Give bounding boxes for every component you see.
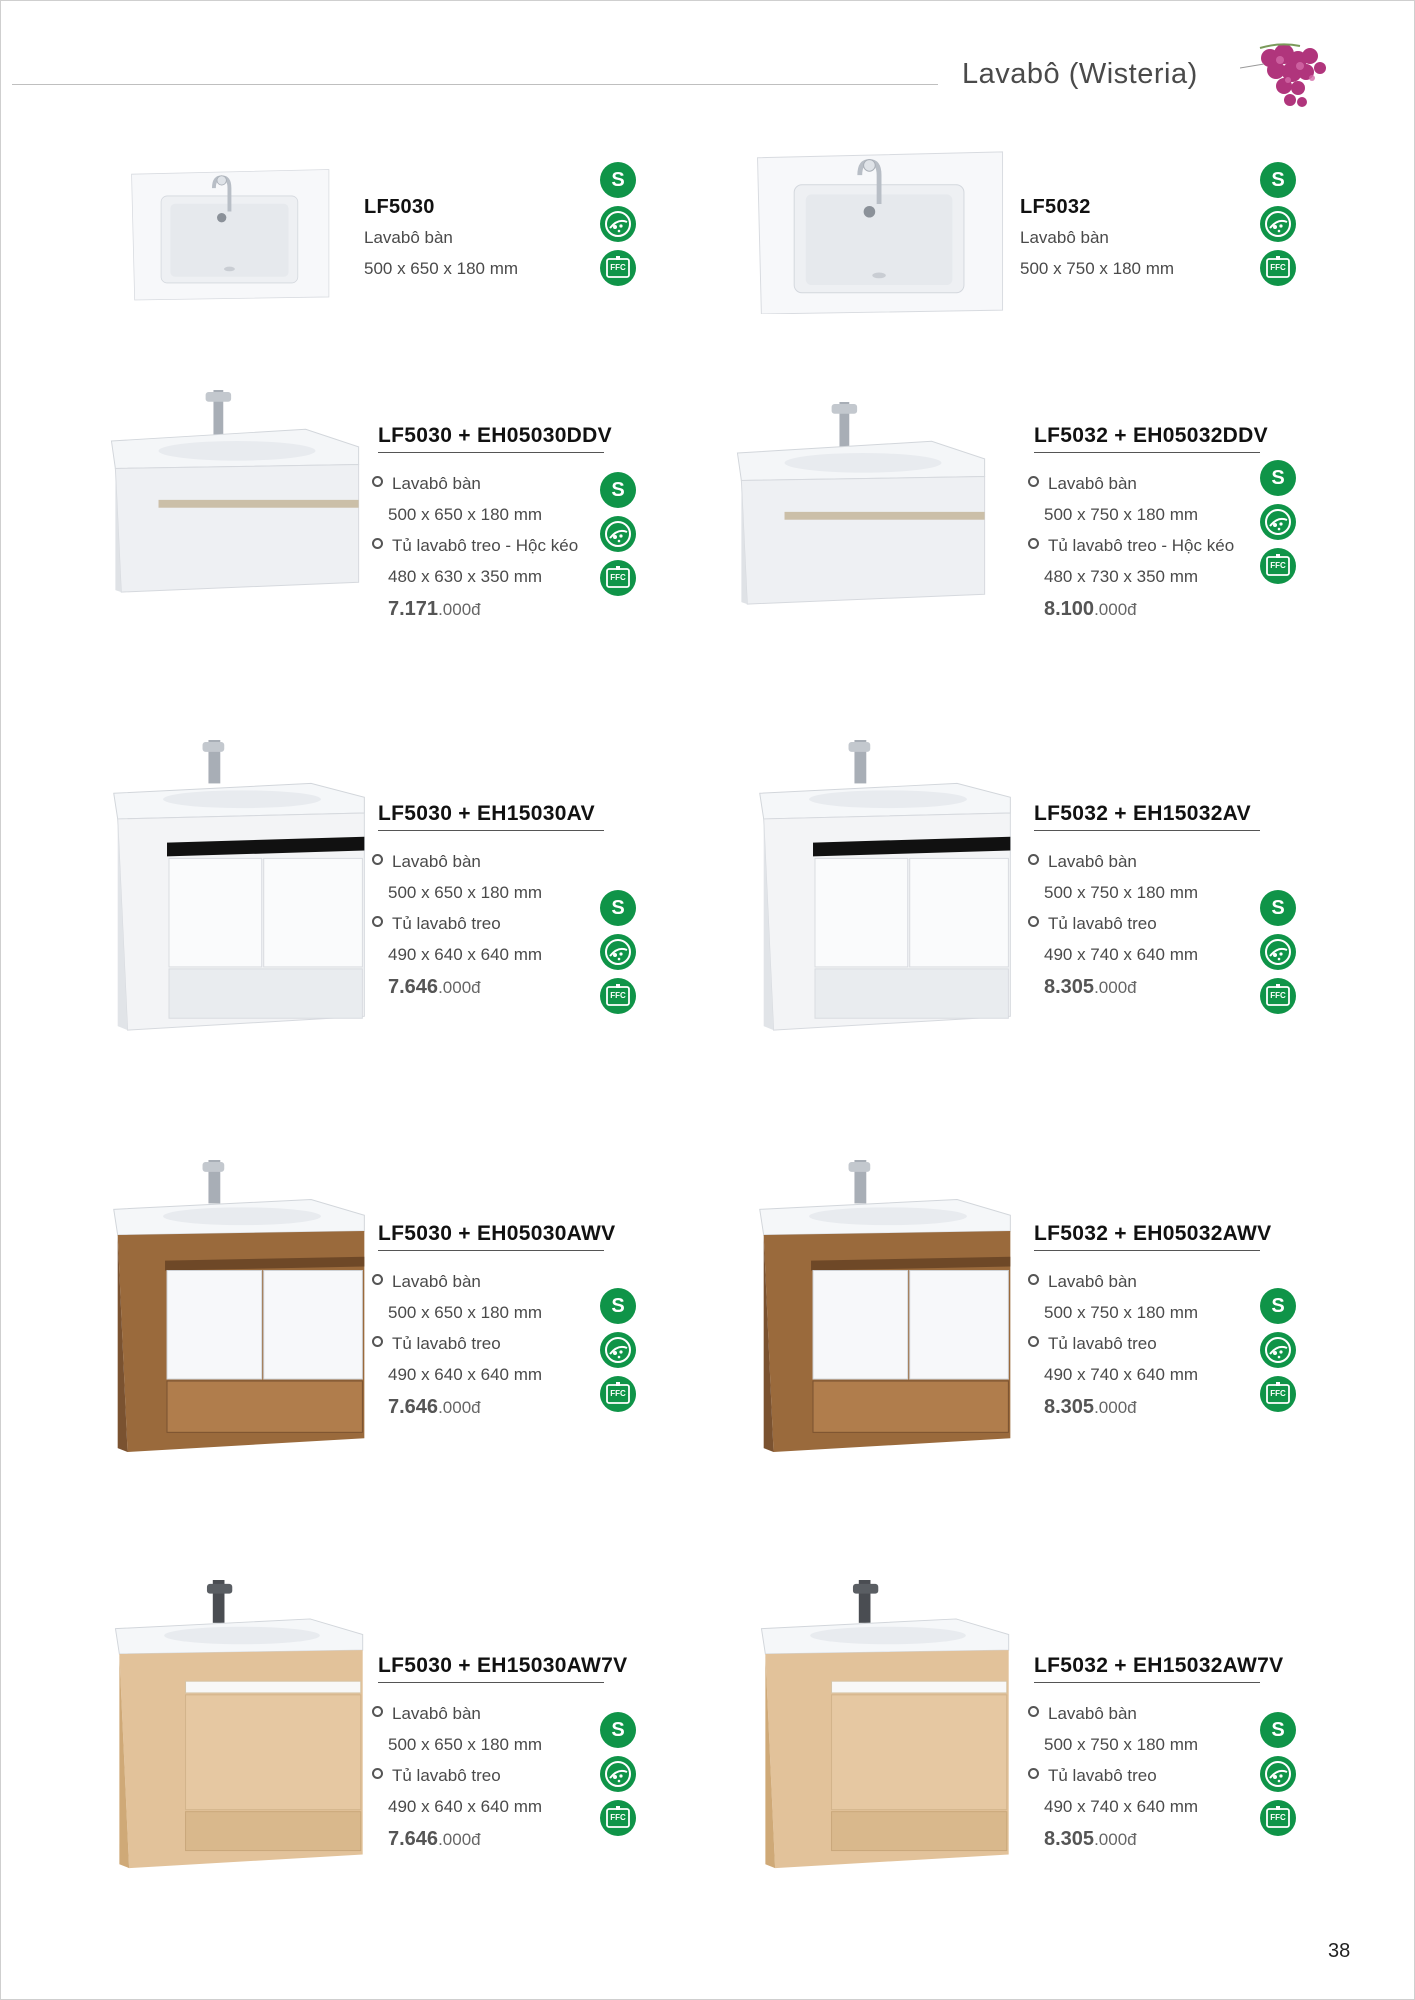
- ffc-badge-icon: [1260, 1376, 1296, 1412]
- spec-heading: [372, 914, 501, 934]
- spec-heading-text: Lavabô bàn: [392, 474, 481, 493]
- product-code: LF5030 + EH15030AW7V: [378, 1654, 604, 1683]
- basin-image: [754, 150, 1008, 319]
- ffc-badge-icon: [600, 560, 636, 596]
- ffc-badge-label: FFC: [1270, 991, 1286, 1000]
- bullet-icon: [1028, 538, 1039, 549]
- spec-heading-text: Lavabô bàn: [1048, 474, 1137, 493]
- spec-dimensions: 490 x 640 x 640 mm: [388, 1365, 543, 1384]
- spec-heading-text: Tủ lavabô treo - Hộc kéo: [392, 536, 579, 555]
- bullet-icon: [372, 854, 383, 865]
- vanity-cabinet-image: [104, 1580, 380, 1877]
- easy-clean-icon: [600, 516, 636, 552]
- bullet-icon: [372, 1768, 383, 1779]
- product-price: [1044, 976, 1137, 999]
- easy-clean-icon: [600, 934, 636, 970]
- bullet-icon: [1028, 1768, 1039, 1779]
- vanity-cabinet-image: [104, 740, 380, 1041]
- price-suffix: .000đ: [438, 978, 481, 997]
- ffc-badge-icon: [600, 1800, 636, 1836]
- product-card: [700, 1580, 1380, 1880]
- spec-dimensions: Lavabô bàn: [1020, 228, 1109, 247]
- easy-clean-icon: [600, 1756, 636, 1792]
- spec-heading: [1028, 536, 1234, 556]
- price-suffix: .000đ: [1094, 978, 1137, 997]
- spec-heading-text: Tủ lavabô treo: [1048, 1766, 1157, 1785]
- easy-clean-icon: [1260, 934, 1296, 970]
- vanity-cabinet-image: [750, 740, 1026, 1041]
- ffc-badge-icon: [600, 250, 636, 286]
- spec-dimensions: 500 x 750 x 180 mm: [1044, 1735, 1199, 1754]
- spec-dimensions: 500 x 750 x 180 mm: [1020, 259, 1175, 278]
- product-code: LF5030 + EH15030AV: [378, 802, 604, 831]
- vanity-cabinet-image: [104, 1160, 380, 1461]
- ffc-badge-icon: [1260, 978, 1296, 1014]
- spec-dimensions: 480 x 730 x 350 mm: [1044, 567, 1199, 586]
- standard-s-badge-icon: S: [1260, 162, 1296, 198]
- standard-s-badge-icon: S: [1260, 1712, 1296, 1748]
- spec-heading-text: Lavabô bàn: [392, 1704, 481, 1723]
- spec-dimensions: 500 x 750 x 180 mm: [1044, 505, 1199, 524]
- bullet-icon: [372, 916, 383, 927]
- ffc-badge-label: FFC: [1270, 263, 1286, 272]
- product-card: [700, 140, 1380, 340]
- price-suffix: .000đ: [1094, 1830, 1137, 1849]
- bullet-icon: [372, 538, 383, 549]
- product-card: [70, 1160, 750, 1460]
- product-code: LF5030 + EH05030DDV: [378, 424, 604, 453]
- standard-s-badge-icon: S: [600, 162, 636, 198]
- ffc-badge-label: FFC: [1270, 1813, 1286, 1822]
- standard-s-badge-icon: S: [600, 472, 636, 508]
- product-price: [1044, 1828, 1137, 1851]
- ffc-badge-icon: [1260, 250, 1296, 286]
- spec-heading: [1028, 474, 1137, 494]
- spec-heading: [1028, 1272, 1137, 1292]
- product-card: [70, 140, 750, 340]
- ffc-badge-label: FFC: [1270, 561, 1286, 570]
- product-card: [70, 740, 750, 1040]
- product-price: [388, 976, 481, 999]
- spec-heading-text: Lavabô bàn: [1048, 1272, 1137, 1291]
- spec-heading: [1028, 1704, 1137, 1724]
- product-card: [70, 1580, 750, 1880]
- spec-dimensions: Lavabô bàn: [364, 228, 453, 247]
- product-price: [1044, 598, 1137, 621]
- bullet-icon: [1028, 1336, 1039, 1347]
- product-price: [1044, 1396, 1137, 1419]
- product-card: [700, 390, 1380, 620]
- standard-s-badge-icon: S: [600, 890, 636, 926]
- bullet-icon: [1028, 854, 1039, 865]
- bullet-icon: [372, 1336, 383, 1347]
- product-code: LF5032: [1020, 196, 1091, 218]
- product-code: LF5032 + EH05032DDV: [1034, 424, 1260, 453]
- spec-heading: [372, 852, 481, 872]
- vanity-cabinet-image: [750, 1580, 1026, 1877]
- vanity-cabinet-image: [750, 1160, 1026, 1461]
- spec-dimensions: 490 x 640 x 640 mm: [388, 945, 543, 964]
- spec-dimensions: 490 x 640 x 640 mm: [388, 1797, 543, 1816]
- product-card: [700, 1160, 1380, 1460]
- spec-heading: [372, 1766, 501, 1786]
- ffc-badge-label: FFC: [610, 573, 626, 582]
- spec-heading-text: Tủ lavabô treo: [392, 914, 501, 933]
- standard-s-badge-icon: S: [1260, 890, 1296, 926]
- ffc-badge-label: FFC: [1270, 1389, 1286, 1398]
- spec-heading-text: Tủ lavabô treo: [392, 1334, 501, 1353]
- price-main: 8.305: [1044, 1396, 1095, 1418]
- vanity-cabinet-image: [106, 390, 368, 601]
- spec-heading: [372, 1334, 501, 1354]
- ffc-badge-icon: [1260, 548, 1296, 584]
- spec-heading-text: Tủ lavabô treo: [1048, 1334, 1157, 1353]
- spec-heading-text: Tủ lavabô treo: [392, 1766, 501, 1785]
- bullet-icon: [1028, 1274, 1039, 1285]
- product-code: LF5032 + EH15032AW7V: [1034, 1654, 1260, 1683]
- product-price: [388, 1828, 481, 1851]
- bullet-icon: [1028, 916, 1039, 927]
- price-suffix: .000đ: [1094, 600, 1137, 619]
- product-code: LF5030: [364, 196, 435, 218]
- price-main: 7.171: [388, 598, 439, 620]
- standard-s-badge-icon: S: [600, 1712, 636, 1748]
- spec-dimensions: 480 x 630 x 350 mm: [388, 567, 543, 586]
- spec-dimensions: 490 x 740 x 640 mm: [1044, 945, 1199, 964]
- spec-heading: [1028, 1334, 1157, 1354]
- spec-dimensions: 500 x 750 x 180 mm: [1044, 883, 1199, 902]
- spec-dimensions: 490 x 740 x 640 mm: [1044, 1365, 1199, 1384]
- spec-heading-text: Tủ lavabô treo: [1048, 914, 1157, 933]
- ffc-badge-icon: [600, 978, 636, 1014]
- basin-image: [130, 150, 332, 323]
- standard-s-badge-icon: S: [1260, 1288, 1296, 1324]
- price-suffix: .000đ: [438, 1398, 481, 1417]
- price-main: 8.100: [1044, 598, 1095, 620]
- ffc-badge-label: FFC: [610, 1389, 626, 1398]
- product-code: LF5032 + EH15032AV: [1034, 802, 1260, 831]
- wisteria-flower-icon: [1240, 38, 1350, 118]
- spec-heading-text: Lavabô bàn: [392, 1272, 481, 1291]
- spec-dimensions: 500 x 650 x 180 mm: [388, 505, 543, 524]
- ffc-badge-icon: [1260, 1800, 1296, 1836]
- product-price: [388, 598, 481, 621]
- product-price: [388, 1396, 481, 1419]
- spec-heading-text: Lavabô bàn: [1048, 1704, 1137, 1723]
- price-main: 8.305: [1044, 1828, 1095, 1850]
- product-code: LF5032 + EH05032AWV: [1034, 1222, 1260, 1251]
- spec-heading: [372, 536, 578, 556]
- price-suffix: .000đ: [1094, 1398, 1137, 1417]
- easy-clean-icon: [1260, 504, 1296, 540]
- price-main: 8.305: [1044, 976, 1095, 998]
- bullet-icon: [1028, 1706, 1039, 1717]
- easy-clean-icon: [600, 206, 636, 242]
- product-code: LF5030 + EH05030AWV: [378, 1222, 604, 1251]
- spec-heading: [1028, 852, 1137, 872]
- standard-s-badge-icon: S: [1260, 460, 1296, 496]
- spec-dimensions: 500 x 650 x 180 mm: [388, 883, 543, 902]
- spec-heading: [1028, 914, 1157, 934]
- ffc-badge-icon: [600, 1376, 636, 1412]
- spec-heading-text: Tủ lavabô treo - Hộc kéo: [1048, 536, 1235, 555]
- easy-clean-icon: [600, 1332, 636, 1368]
- page-number: 38: [1328, 1940, 1351, 1962]
- easy-clean-icon: [1260, 1332, 1296, 1368]
- price-suffix: .000đ: [438, 600, 481, 619]
- spec-heading-text: Lavabô bàn: [392, 852, 481, 871]
- bullet-icon: [1028, 476, 1039, 487]
- header-rule: [12, 84, 938, 85]
- bullet-icon: [372, 1706, 383, 1717]
- spec-heading: [372, 474, 481, 494]
- price-suffix: .000đ: [438, 1830, 481, 1849]
- bullet-icon: [372, 1274, 383, 1285]
- spec-dimensions: 500 x 650 x 180 mm: [388, 1303, 543, 1322]
- ffc-badge-label: FFC: [610, 263, 626, 272]
- price-main: 7.646: [388, 1396, 439, 1418]
- spec-heading: [1028, 1766, 1157, 1786]
- ffc-badge-label: FFC: [610, 991, 626, 1000]
- spec-dimensions: 500 x 650 x 180 mm: [364, 259, 519, 278]
- vanity-cabinet-image: [732, 402, 994, 613]
- ffc-badge-label: FFC: [610, 1813, 626, 1822]
- product-card: [70, 390, 750, 620]
- standard-s-badge-icon: S: [600, 1288, 636, 1324]
- spec-heading: [372, 1272, 481, 1292]
- spec-dimensions: 500 x 750 x 180 mm: [1044, 1303, 1199, 1322]
- spec-dimensions: 490 x 740 x 640 mm: [1044, 1797, 1199, 1816]
- page-title: Lavabô (Wisteria): [962, 58, 1198, 90]
- spec-dimensions: 500 x 650 x 180 mm: [388, 1735, 543, 1754]
- price-main: 7.646: [388, 976, 439, 998]
- spec-heading-text: Lavabô bàn: [1048, 852, 1137, 871]
- spec-heading: [372, 1704, 481, 1724]
- easy-clean-icon: [1260, 1756, 1296, 1792]
- price-main: 7.646: [388, 1828, 439, 1850]
- product-card: [700, 740, 1380, 1040]
- easy-clean-icon: [1260, 206, 1296, 242]
- bullet-icon: [372, 476, 383, 487]
